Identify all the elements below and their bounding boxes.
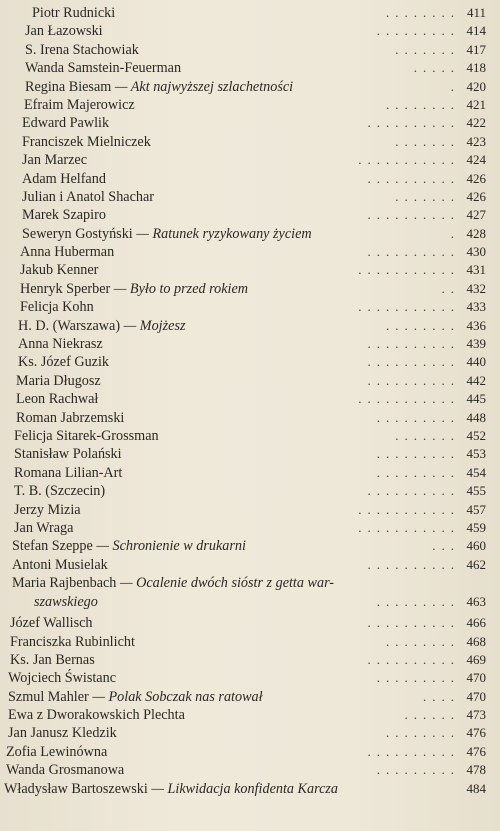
toc-entry <box>0 501 500 519</box>
page-number: 476 <box>466 743 486 759</box>
toc-entry-text <box>16 390 102 408</box>
toc-entry-text <box>14 519 77 537</box>
dot-leader: ... <box>432 538 460 554</box>
dot-leader: .. <box>441 280 460 296</box>
dot-leader: ....... <box>395 188 460 204</box>
toc-entry <box>0 409 500 427</box>
dot-leader: ......... <box>376 23 460 39</box>
dot-leader: .......... <box>367 170 460 186</box>
entry-author: Wanda Samstein-Feuerman <box>25 60 182 77</box>
toc-entry-text <box>10 651 99 669</box>
entry-author: Szmul Mahler <box>8 688 89 705</box>
dot-leader: ........ <box>386 725 460 741</box>
dot-leader: ......... <box>376 762 460 778</box>
page-number: 470 <box>466 688 486 704</box>
toc-entry <box>0 688 500 706</box>
toc-entry-text <box>14 445 126 463</box>
page-number: 457 <box>466 501 486 517</box>
dot-leader: ........... <box>358 391 460 407</box>
entry-author: Władysław Bartoszewski <box>4 780 148 797</box>
toc-entry-text <box>10 633 139 651</box>
toc-entry-text <box>20 243 118 261</box>
entry-author: Jerzy Mizia <box>14 501 81 518</box>
entry-author: Ks. Jan Bernas <box>10 651 95 668</box>
page-number: 459 <box>466 519 486 535</box>
toc-entry <box>0 780 500 798</box>
page-number: 466 <box>466 615 486 631</box>
toc-entry <box>0 743 500 761</box>
entry-author: Ks. Józef Guzik <box>18 354 110 371</box>
dot-leader: ........... <box>358 299 460 315</box>
toc-entry-text <box>22 114 113 132</box>
toc-entry-text <box>14 501 85 519</box>
entry-author: Anna Huberman <box>20 244 115 261</box>
entry-author: Józef Wallisch <box>10 615 93 632</box>
dot-leader: ..... <box>413 60 460 76</box>
toc-entry <box>0 225 500 243</box>
entry-author: Henryk Sperber <box>20 280 111 297</box>
dot-leader: ....... <box>395 427 460 443</box>
page-number: 422 <box>466 115 486 131</box>
page-number: 442 <box>466 372 486 388</box>
page-number: 462 <box>466 556 486 572</box>
entry-author: Marek Szapiro <box>22 207 106 224</box>
toc-entry <box>0 41 500 59</box>
entry-author: Stefan Szeppe <box>12 538 93 555</box>
toc-entry <box>0 206 500 224</box>
entry-author: Jan Marzec <box>22 152 87 169</box>
page-number: 476 <box>466 725 486 741</box>
toc-entry <box>0 669 500 687</box>
dot-leader: ......... <box>376 409 460 425</box>
toc-entry <box>0 761 500 779</box>
dot-leader: .......... <box>367 372 460 388</box>
toc-entry <box>0 59 500 77</box>
page-number: 427 <box>466 207 486 223</box>
page-number: 430 <box>466 244 486 260</box>
toc-entry-text <box>8 724 121 742</box>
page-number: 478 <box>466 762 486 778</box>
dot-leader: .... <box>423 688 460 704</box>
entry-author: Leon Rachwał <box>16 391 99 408</box>
toc-entry-text <box>25 59 185 77</box>
page-number: 440 <box>466 354 486 370</box>
dot-leader: .......... <box>367 743 460 759</box>
page-number: 418 <box>466 60 486 76</box>
toc-entry-text <box>12 537 250 555</box>
page-number: 463 <box>466 594 486 610</box>
entry-author: T. B. (Szczecin) <box>14 483 106 500</box>
dot-leader: ....... <box>395 41 460 57</box>
entry-author: Zofia Lewinówna <box>6 743 108 760</box>
entry-author: Wojciech Świstanc <box>8 670 116 687</box>
toc-entry-text <box>8 706 189 724</box>
dot-leader: ......... <box>376 670 460 686</box>
entry-author: S. Irena Stachowiak <box>25 41 139 58</box>
toc-entry-text <box>25 22 107 40</box>
entry-author: Franciszek Mielniczek <box>22 133 151 150</box>
dot-leader: ........... <box>358 519 460 535</box>
toc-entry-text <box>16 409 128 427</box>
toc-entry <box>0 243 500 261</box>
toc-entry-text <box>22 170 110 188</box>
entry-author: Wanda Grosmanowa <box>6 762 125 779</box>
toc-entry-text <box>22 225 316 243</box>
page-number: 432 <box>466 280 486 296</box>
toc-entry-text <box>20 280 252 298</box>
entry-author: Jan Janusz Kledzik <box>8 725 117 742</box>
page-number: 431 <box>466 262 486 278</box>
toc-entry-text <box>25 78 297 96</box>
entry-author: Seweryn Gostyński <box>22 225 133 242</box>
dot-leader: .......... <box>367 354 460 370</box>
toc-entry-text <box>32 4 119 22</box>
page-number: 460 <box>466 538 486 554</box>
dot-leader: . <box>450 225 460 241</box>
dot-leader: .......... <box>367 483 460 499</box>
page-number: 424 <box>466 152 486 168</box>
dot-leader: .......... <box>367 244 460 260</box>
toc-entry <box>0 4 500 22</box>
toc-entry-text <box>10 614 97 632</box>
page-number: 420 <box>466 78 486 94</box>
toc-entry-text <box>22 206 110 224</box>
toc-entry-text <box>14 464 126 482</box>
toc-entry <box>0 537 500 555</box>
toc-entry-text <box>18 317 190 335</box>
entry-author: Felicja Kohn <box>20 299 94 316</box>
toc-entry-text <box>25 41 143 59</box>
toc-entry <box>0 188 500 206</box>
entry-title: — Ocalenie dwóch sióstr z getta war- <box>116 575 335 592</box>
toc-entry <box>0 317 500 335</box>
page-number: 433 <box>466 299 486 315</box>
toc-entry-text <box>18 335 107 353</box>
toc-entry <box>0 353 500 371</box>
toc-entry <box>0 445 500 463</box>
dot-leader: .......... <box>367 651 460 667</box>
entry-title: — Likwidacja konfidenta Karcza <box>147 780 339 797</box>
toc-entry-text <box>14 427 163 445</box>
entry-author: Roman Jabrzemski <box>16 409 125 426</box>
toc-entry-text <box>4 780 342 798</box>
dot-leader: ........ <box>386 5 460 20</box>
page-number: 453 <box>466 446 486 462</box>
toc-entry <box>0 633 500 651</box>
entry-author: Piotr Rudnicki <box>32 5 116 21</box>
dot-leader: ........ <box>386 633 460 649</box>
toc-entry <box>0 170 500 188</box>
dot-leader: .......... <box>367 115 460 131</box>
toc-entry-text <box>6 743 111 761</box>
toc-entry <box>0 114 500 132</box>
entry-author: Efraim Majerowicz <box>24 96 135 113</box>
dot-leader: .......... <box>367 207 460 223</box>
page-number: 436 <box>466 317 486 333</box>
dot-leader: .......... <box>367 615 460 631</box>
page-number: 439 <box>466 336 486 352</box>
dot-leader: ......... <box>376 594 460 610</box>
dot-leader: ....... <box>395 133 460 149</box>
toc-entry <box>0 614 500 632</box>
entry-author: Franciszka Rubinlicht <box>10 633 135 650</box>
toc-entry <box>0 390 500 408</box>
toc-entry <box>0 133 500 151</box>
dot-leader: . <box>450 78 460 94</box>
page-number: 414 <box>466 23 486 39</box>
page-number: 428 <box>466 225 486 241</box>
toc-entry <box>0 151 500 169</box>
page-number: 484 <box>466 780 486 796</box>
entry-title: — Mojżesz <box>120 317 186 334</box>
entry-author: Regina Biesam <box>25 78 112 95</box>
toc-entry-text <box>16 372 105 390</box>
table-of-contents <box>0 4 500 798</box>
entry-title: — Było to przed rokiem <box>110 280 248 297</box>
entry-author: Jakub Kenner <box>20 262 99 279</box>
entry-author: Ewa z Dworakowskich Plechta <box>8 707 185 724</box>
entry-title: — Akt najwyższej szlachetności <box>111 78 294 95</box>
toc-entry <box>0 22 500 40</box>
toc-entry <box>0 298 500 316</box>
entry-author: H. D. (Warszawa) <box>18 317 121 334</box>
toc-entry-text <box>22 188 158 206</box>
toc-entry <box>0 519 500 537</box>
toc-entry <box>0 427 500 445</box>
entry-author: Stanisław Polański <box>14 446 122 463</box>
toc-entry <box>0 482 500 500</box>
toc-entry <box>0 280 500 298</box>
entry-title: — Ratunek ryzykowany życiem <box>132 225 312 242</box>
toc-entry <box>0 78 500 96</box>
toc-entry-text <box>20 298 98 316</box>
toc-entry <box>0 372 500 390</box>
dot-leader: ......... <box>376 464 460 480</box>
toc-entry <box>0 706 500 724</box>
toc-entry-text <box>8 669 120 687</box>
dot-leader: .......... <box>367 556 460 572</box>
toc-entry <box>0 724 500 742</box>
page-number: 421 <box>466 96 486 112</box>
toc-entry-text <box>8 688 267 706</box>
toc-entry <box>0 651 500 669</box>
dot-leader: ........ <box>386 317 460 333</box>
toc-entry-text <box>24 96 139 114</box>
page-number: 445 <box>466 391 486 407</box>
entry-author: Felicja Sitarek-Grossman <box>14 427 159 444</box>
entry-author: Maria Rajbenbach <box>12 575 117 592</box>
page-number: 417 <box>466 41 486 57</box>
entry-author: Maria Długosz <box>16 372 101 389</box>
page-number: 468 <box>466 633 486 649</box>
dot-leader: ......... <box>376 446 460 462</box>
toc-entry <box>0 556 500 574</box>
page-number: 470 <box>466 670 486 686</box>
page-number: 423 <box>466 133 486 149</box>
toc-entry <box>0 335 500 353</box>
page-number: 469 <box>466 651 486 667</box>
entry-author: Jan Wraga <box>14 519 74 536</box>
page-number: 411 <box>466 5 486 20</box>
toc-entry-text <box>12 574 338 592</box>
toc-entry-text <box>18 353 113 371</box>
entry-author: Romana Lilian-Art <box>14 464 123 481</box>
dot-leader: ........ <box>386 96 460 112</box>
toc-entry-text <box>22 133 155 151</box>
dot-leader: ........... <box>358 262 460 278</box>
toc-entry <box>0 574 500 614</box>
entry-author: Antoni Musielak <box>12 556 108 573</box>
page-number: 426 <box>466 188 486 204</box>
toc-entry-text <box>20 261 102 279</box>
toc-entry <box>0 96 500 114</box>
entry-title-continuation: szawskiego <box>34 594 98 611</box>
dot-leader: ...... <box>404 707 460 723</box>
toc-entry-text <box>12 556 112 574</box>
page-number: 452 <box>466 427 486 443</box>
page-number: 448 <box>466 409 486 425</box>
page-number: 454 <box>466 464 486 480</box>
entry-author: Adam Helfand <box>22 170 106 187</box>
toc-entry-text <box>22 151 91 169</box>
entry-author: Edward Pawlik <box>22 115 110 132</box>
dot-leader: ........... <box>358 501 460 517</box>
entry-author: Jan Łazowski <box>25 23 103 40</box>
toc-entry <box>0 261 500 279</box>
page-number: 455 <box>466 483 486 499</box>
page-number: 426 <box>466 170 486 186</box>
entry-title: — Polak Sobczak nas ratował <box>88 688 263 705</box>
toc-entry <box>0 464 500 482</box>
entry-author: Julian i Anatol Shachar <box>22 188 154 205</box>
toc-entry-text <box>6 761 128 779</box>
entry-title: — Schronienie w drukarni <box>92 538 246 555</box>
dot-leader: .......... <box>367 336 460 352</box>
dot-leader: ........... <box>358 152 460 168</box>
toc-entry-text <box>14 482 109 500</box>
entry-author: Anna Niekrasz <box>18 336 103 353</box>
page-number: 473 <box>466 707 486 723</box>
